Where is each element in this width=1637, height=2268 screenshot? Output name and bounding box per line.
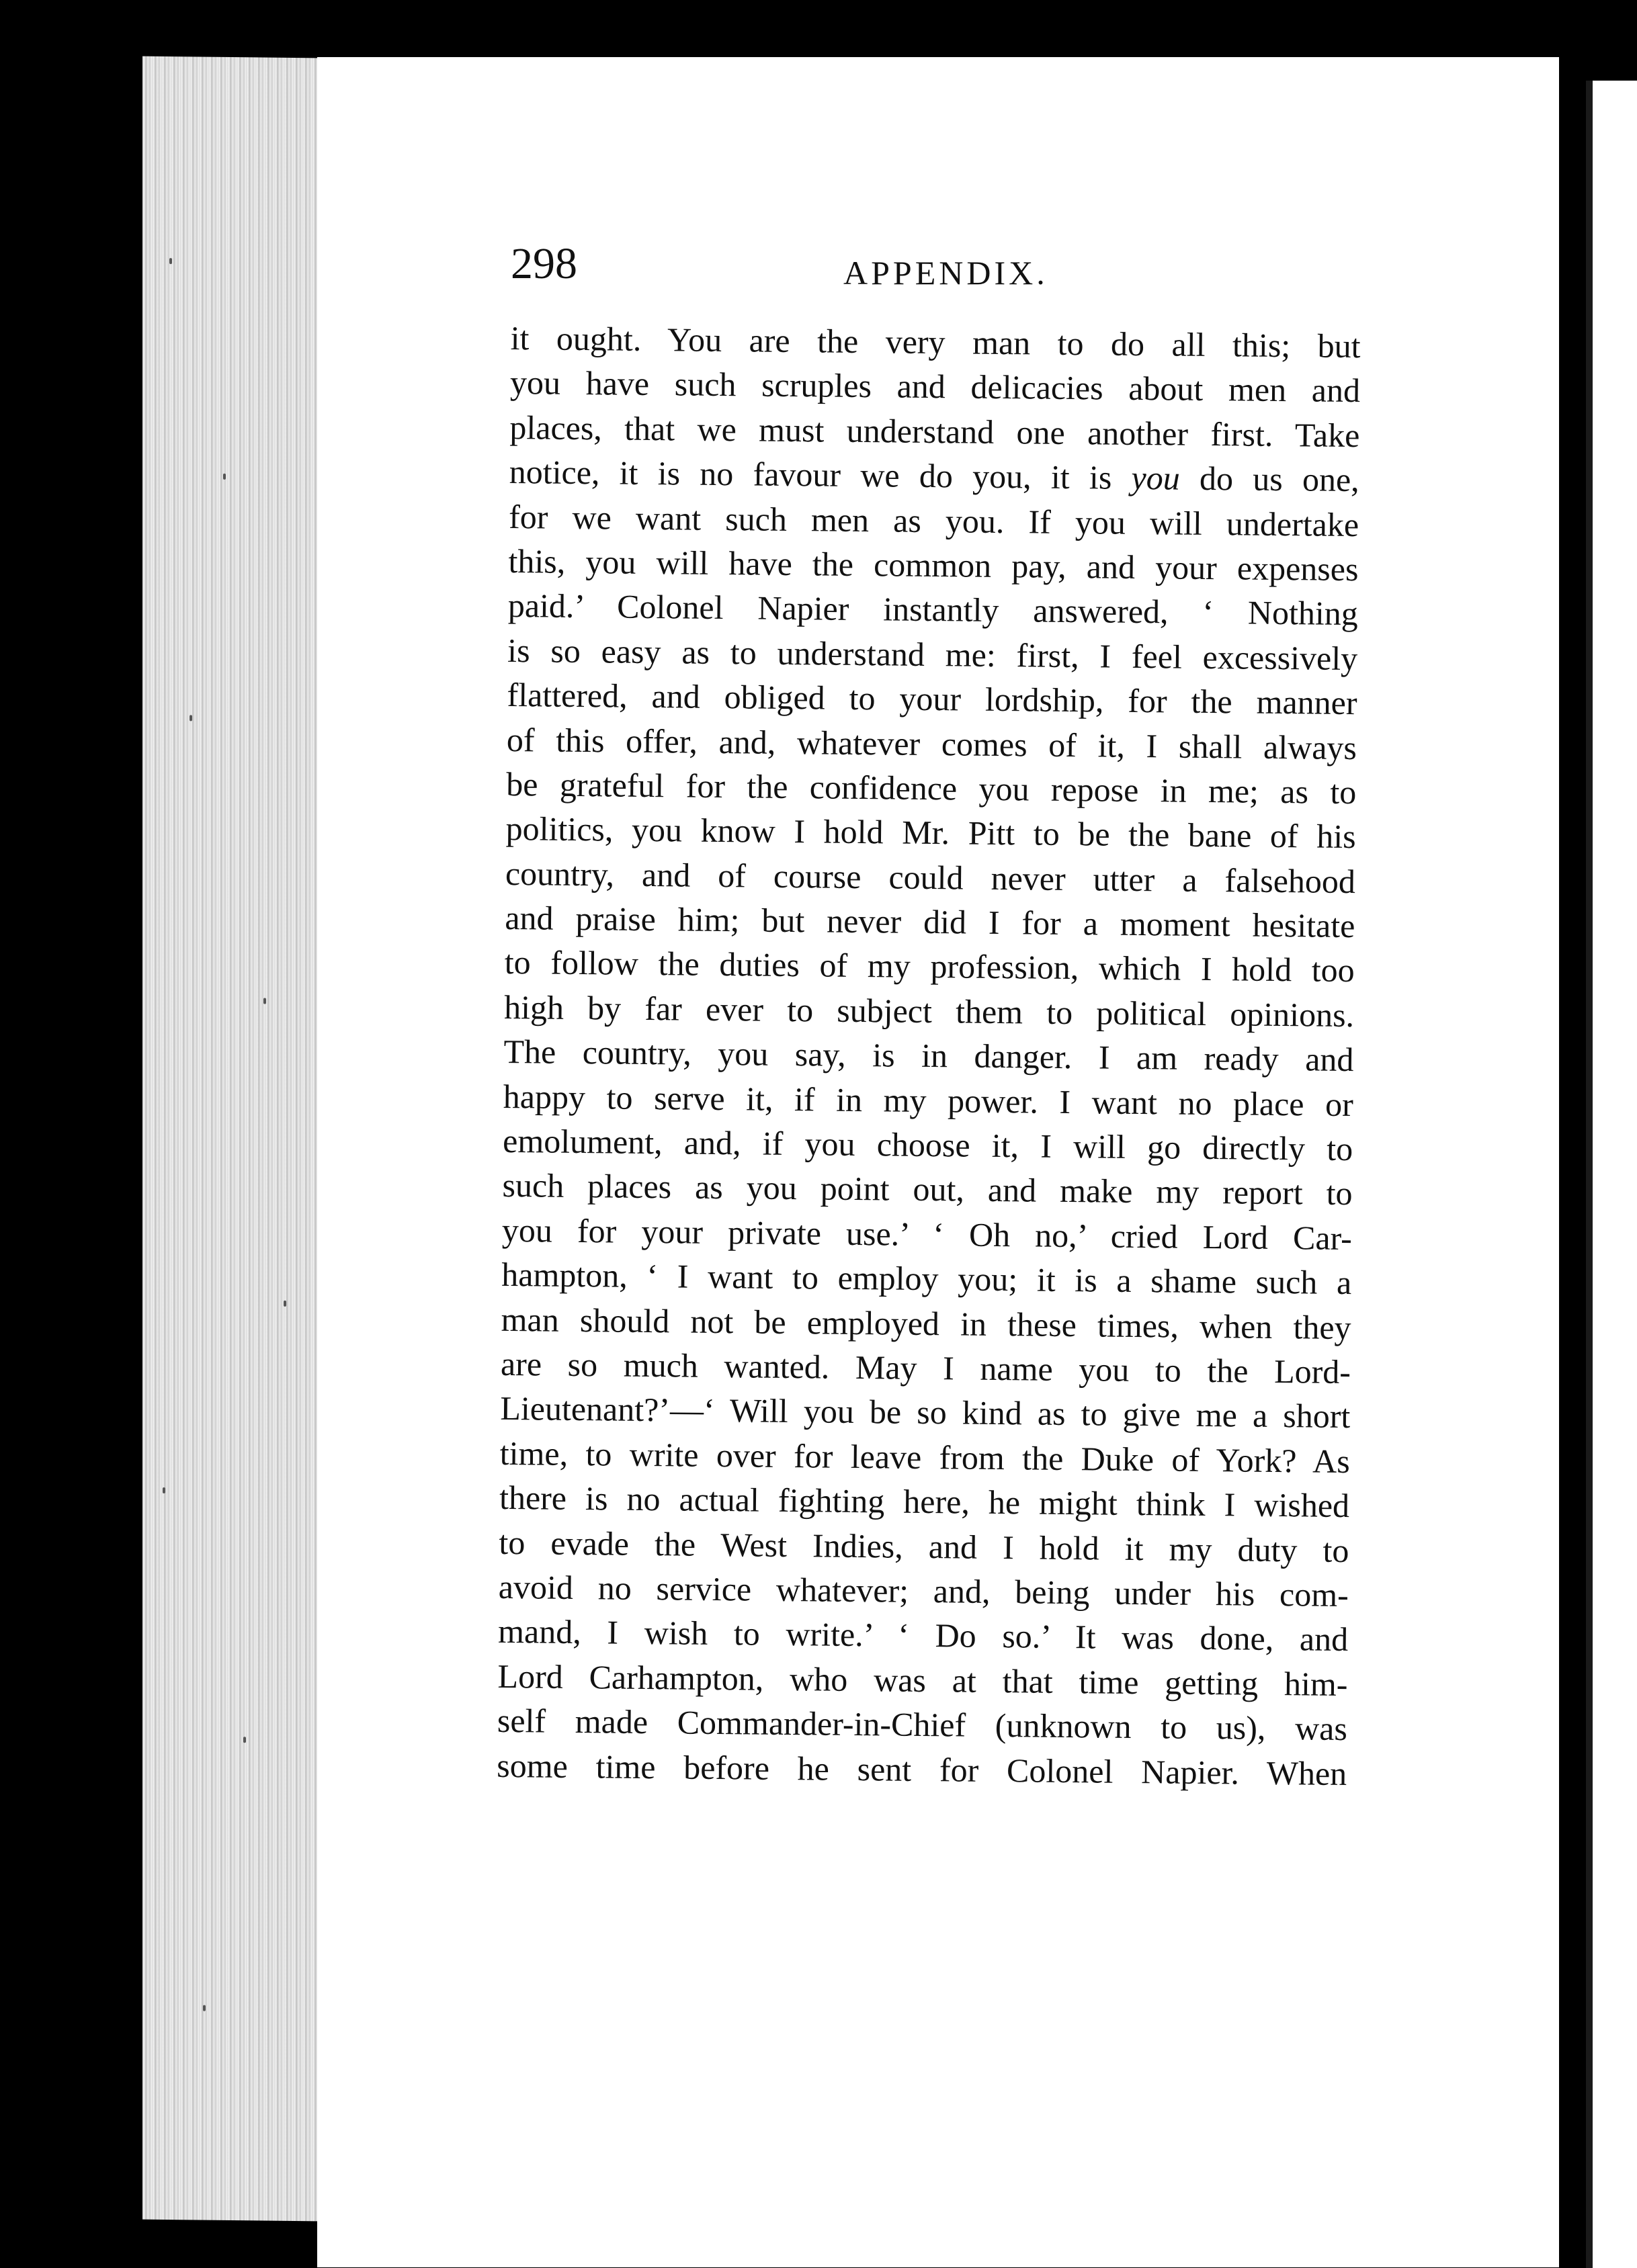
page-number: 298	[511, 239, 577, 288]
edge-speck	[203, 2005, 206, 2011]
text-line: you for your private use.’ ‘ Oh no,’ cried Lord Car-	[501, 1211, 1353, 1257]
text-line: high by far ever to subject them to political opinions.	[503, 988, 1355, 1034]
text-line: paid.’ Colonel Napier instantly answered, ‘ Nothing	[507, 586, 1359, 633]
text-line: mand, I wish to write.’ ‘ Do so.’ It was done, and	[497, 1612, 1349, 1659]
page-header	[511, 238, 1351, 312]
text-line: and praise him; but never did I for a moment hesitate	[505, 899, 1355, 945]
edge-speck	[223, 474, 226, 480]
edge-speck	[243, 1737, 246, 1743]
text-line: for we want such men as you. If you will undertake	[508, 497, 1359, 543]
text-line: are so much wanted. May I name you to the Lord-	[500, 1344, 1351, 1391]
text-line: avoid no service whatever; and, being under his com-	[498, 1567, 1349, 1614]
text-line: notice, it is no favour we do you, it is you do us one,	[509, 453, 1359, 499]
text-line: Lord Carhampton, who was at that time getting him-	[497, 1657, 1348, 1703]
facing-page-edge	[1586, 81, 1637, 2268]
text-line: of this offer, and, whatever comes of it, I shall always	[506, 720, 1357, 767]
text-line: to evade the West Indies, and I hold it my duty to	[499, 1523, 1349, 1569]
text-line: some time before he sent for Colonel Napier. When	[497, 1746, 1347, 1792]
text-line: man should not be employed in these times, when they	[501, 1300, 1351, 1346]
text-line: flattered, and obliged to your lordship, for the manner	[507, 676, 1357, 722]
edge-speck	[163, 1487, 165, 1493]
text-line: The country, you say, is in danger. I am ready and	[503, 1033, 1354, 1079]
text-line: to follow the duties of my profession, which I hold too	[504, 943, 1355, 990]
text-line: is so easy as to understand me: first, I feel excessively	[507, 631, 1358, 677]
text-line: happy to serve it, if in my power. I want no place or	[503, 1077, 1354, 1123]
text-line: time, to write over for leave from the Duke of York? As	[499, 1434, 1350, 1480]
edge-speck	[190, 715, 192, 721]
text-line: emolument, and, if you choose it, I will go directly to	[502, 1121, 1353, 1168]
text-line: politics, you know I hold Mr. Pitt to be the bane of his	[505, 810, 1356, 856]
text-line: such places as you point out, and make my report to	[502, 1166, 1353, 1213]
running-head: APPENDIX.	[843, 254, 1048, 292]
text-line: this, you will have the common pay, and your expenses	[508, 541, 1359, 588]
text-line: you have such scruples and delicacies about men and	[509, 363, 1361, 410]
text-line: be grateful for the confidence you repose in me; as to	[506, 765, 1357, 812]
text-line: there is no actual fighting here, he might think I wished	[499, 1479, 1350, 1525]
edge-speck	[284, 1301, 286, 1307]
text-line: hampton, ‘ I want to employ you; it is a shame such a	[501, 1256, 1352, 1302]
edge-speck	[263, 998, 266, 1004]
text-line: it ought. You are the very man to do all this; but	[510, 318, 1361, 365]
text-line: places, that we must understand one another first. Take	[509, 408, 1360, 454]
page-edge	[142, 56, 317, 2222]
emphasis-word: you	[1131, 459, 1181, 497]
text-line: Lieutenant?’—‘ Will you be so kind as to give me a short	[500, 1389, 1351, 1436]
edge-speck	[169, 258, 172, 264]
text-line: country, and of course could never utter a falsehood	[505, 854, 1356, 900]
text-line: self made Commander-in-Chief (unknown to us), was	[497, 1702, 1348, 1748]
body-text	[497, 316, 1361, 1796]
